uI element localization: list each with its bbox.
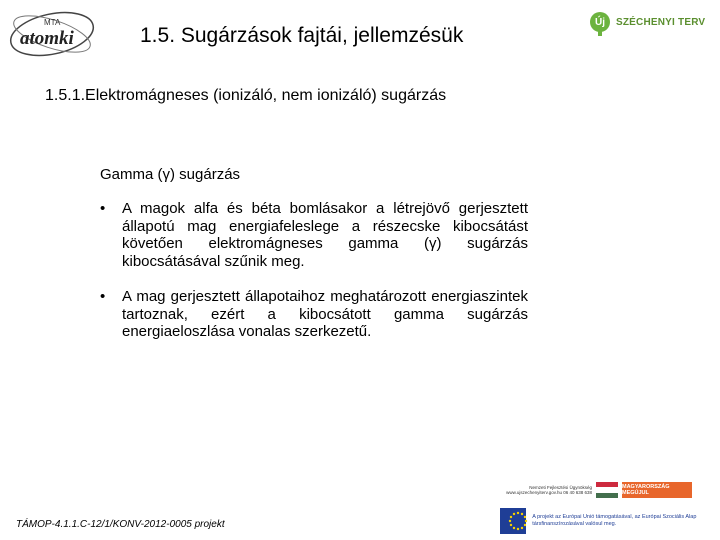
szechenyi-pin-icon <box>590 12 610 32</box>
atomki-logo-text: atomki <box>20 28 74 49</box>
eu-funding-text: A projekt az Európai Unió támogatásával, az Európai Szociális Alap társfinanszírozásával valósul meg. <box>532 514 697 527</box>
bullet-item <box>100 288 528 341</box>
szechenyi-icon-label: Új <box>595 16 605 28</box>
szechenyi-logo-text: SZÉCHENYI TERV <box>616 16 706 28</box>
atomki-logo <box>4 6 100 62</box>
bullet-item <box>100 200 528 270</box>
subtitle: 1.5.1.Elektromágneses (ionizáló, nem ionizáló) sugárzás <box>45 87 447 104</box>
hungarian-flag-icon <box>596 482 618 498</box>
partner-logos-top <box>500 476 714 504</box>
bullet-text: A mag gerjesztett állapotaihoz meghatározott energiaszintek tartoznak, ezért a kibocsátott gamma sugárzás energiaeloszlása vonalas szerkezetű. <box>122 288 528 340</box>
szechenyi-terv-logo <box>590 8 710 36</box>
partner-logos-bottom <box>500 506 714 536</box>
section-heading: Gamma (γ) sugárzás <box>100 166 241 183</box>
bullet-text: A magok alfa és béta bomlásakor a létrejövő gerjesztett állapotú mag energiafeleslege a részecske kibocsátást követően elektromágneses gamma (γ) sugárzás kibocsátásával szűnik meg. <box>122 200 528 270</box>
bullet-list <box>100 200 528 359</box>
project-id: TÁMOP-4.1.1.C-12/1/KONV-2012-0005 projekt <box>16 519 225 530</box>
partner-info-text: Nemzeti Fejlesztési Ügynökség www.ujszechenyiterv.gov.hu 06 40 638 638 <box>506 484 592 495</box>
bullet-marker: • <box>100 288 106 305</box>
eu-flag-icon <box>500 508 526 534</box>
magyarorszag-megujul-badge: MAGYARORSZÁG MEGÚJUL <box>622 482 692 498</box>
bullet-marker: • <box>100 200 106 217</box>
atomki-logo-mark: MTA <box>44 18 61 27</box>
page-title: 1.5. Sugárzások fajtái, jellemzésük <box>140 24 464 47</box>
